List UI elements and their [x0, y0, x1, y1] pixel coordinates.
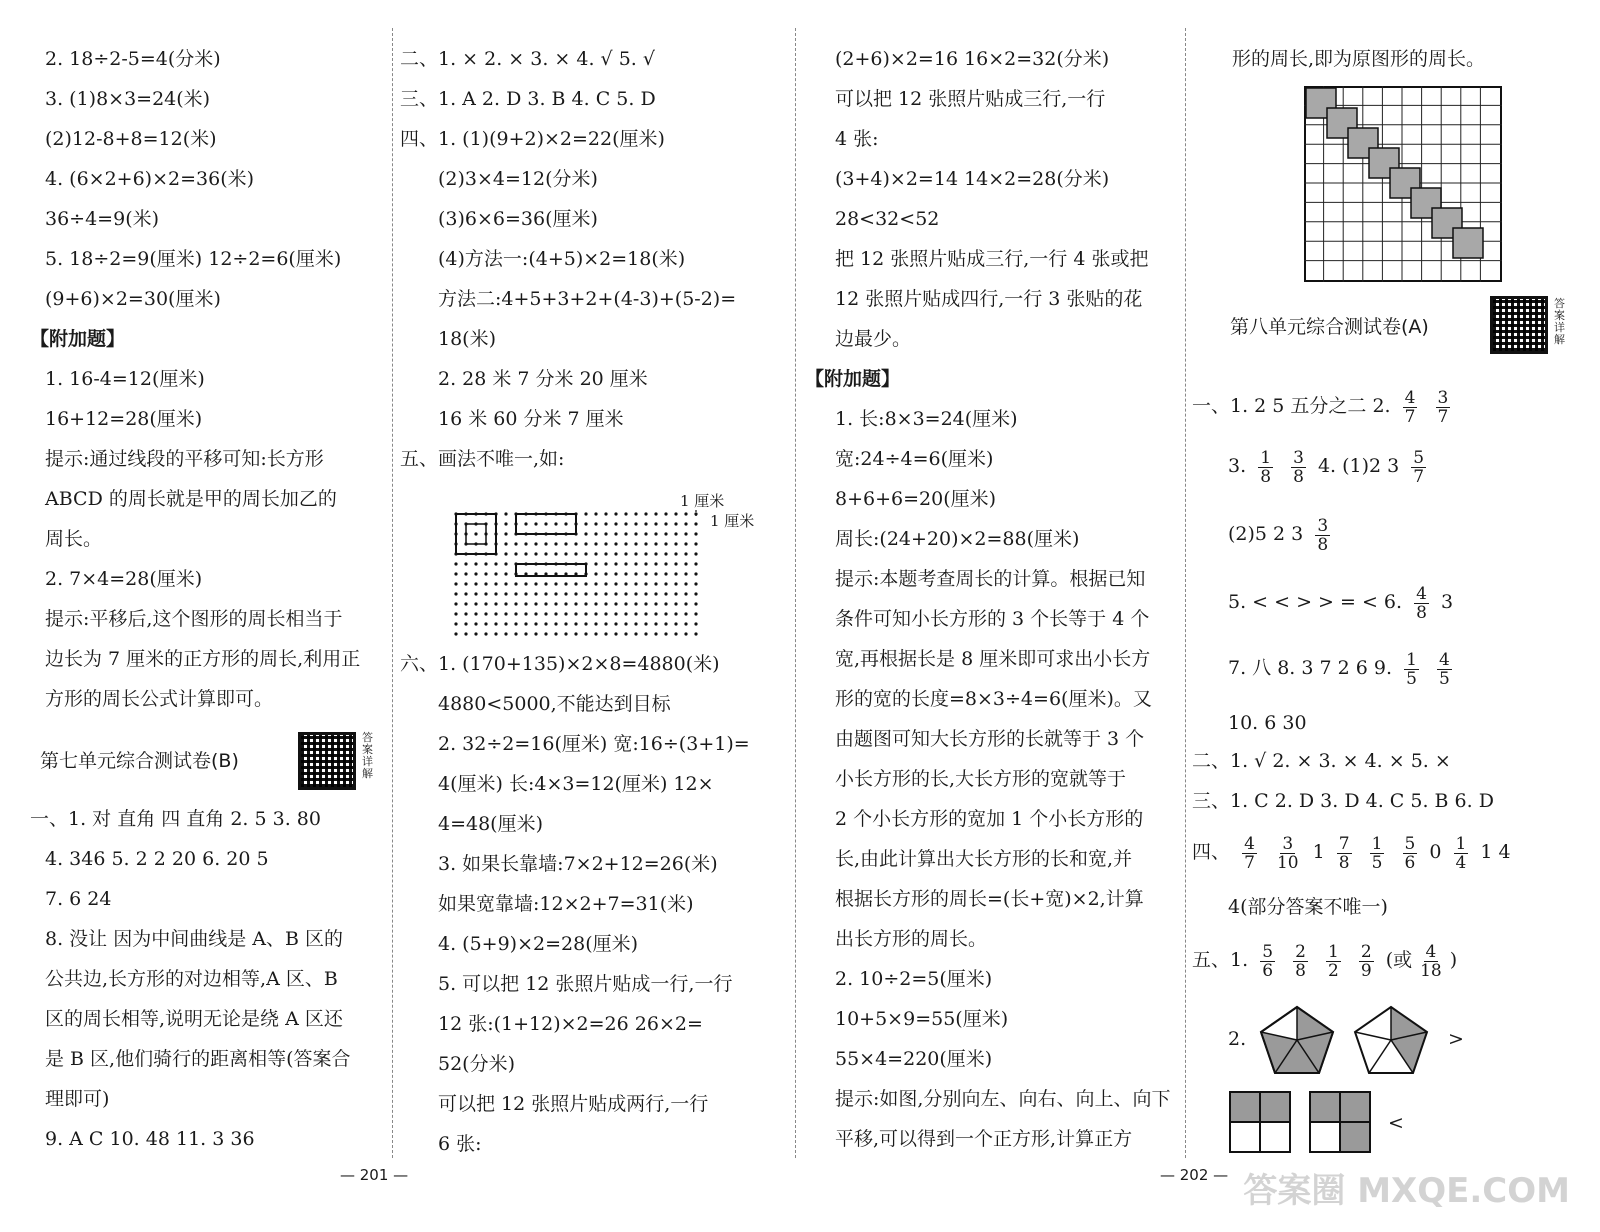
- answer-text: 7. 八 8. 3 7 2 6 9.: [1228, 657, 1393, 679]
- grid-unit-label-h: 1 厘米: [680, 492, 725, 510]
- answer-line: 12 张照片贴成四行,一行 3 张贴的花: [835, 288, 1143, 310]
- answer-line: (2)3×4=12(分米): [438, 168, 598, 190]
- answer-text: 四、: [1192, 841, 1231, 863]
- column-4: [1192, 0, 1572, 1180]
- fraction: $\frac{4}{5}$: [1438, 649, 1450, 689]
- answer-line: 2. 28 米 7 分米 20 厘米: [438, 368, 648, 390]
- answer-line: 3. (1)8×3=24(米): [45, 88, 211, 110]
- answer-line: 7. 6 24: [45, 888, 112, 910]
- answer-text: 0: [1429, 841, 1442, 863]
- pentagon-figure: [1258, 1004, 1336, 1076]
- answer-text: 3.: [1228, 455, 1247, 477]
- answer-line: 2. 18÷2-5=4(分米): [45, 48, 221, 70]
- answer-line: [1192, 940, 1457, 980]
- answer-line: 1. 16-4=12(厘米): [45, 368, 205, 390]
- answer-line: 9. A C 10. 48 11. 3 36: [45, 1128, 255, 1150]
- answer-line: (2+6)×2=16 16×2=32(分米): [835, 48, 1110, 70]
- fraction: $\frac{1}{5}$: [1406, 649, 1417, 689]
- answer-line: (9+6)×2=30(厘米): [45, 288, 221, 310]
- answer-line: (3+4)×2=14 14×2=28(分米): [835, 168, 1110, 190]
- fraction: $\frac{4}{7}$: [1244, 833, 1255, 873]
- answer-line: 5. 可以把 12 张照片贴成一行,一行: [438, 973, 733, 995]
- hint-line: 提示:本题考查周长的计算。根据已知: [835, 568, 1146, 590]
- answer-line: 28<32<52: [835, 208, 940, 230]
- answer-line: 4=48(厘米): [438, 813, 544, 835]
- answer-line: 55×4=220(厘米): [835, 1048, 993, 1070]
- comparison-sign: <: [1388, 1112, 1404, 1134]
- hint-line: 提示:通过线段的平移可知:长方形: [45, 448, 324, 470]
- answer-line: 三、1. C 2. D 3. D 4. C 5. B 6. D: [1192, 790, 1494, 812]
- answer-text: 4. (1)2 3: [1317, 455, 1400, 477]
- answer-line: 16 米 60 分米 7 厘米: [438, 408, 624, 430]
- fraction: $\frac{3}{8}$: [1317, 515, 1329, 555]
- answer-line: 12 张:(1+12)×2=26 26×2=: [438, 1013, 703, 1035]
- qr-label: 答案详解: [362, 731, 373, 780]
- answer-line: [1192, 832, 1511, 872]
- answer-line: 如果宽靠墙:12×2+7=31(米): [438, 893, 694, 915]
- fraction: $\frac{4}{18}$: [1420, 941, 1442, 981]
- answer-line: 4. 346 5. 2 2 20 6. 20 5: [45, 848, 269, 870]
- answer-line: 1. 长:8×3=24(厘米): [835, 408, 1018, 430]
- fraction: $\frac{1}{5}$: [1371, 833, 1383, 873]
- answer-line: 把 12 张照片贴成三行,一行 4 张或把: [835, 248, 1149, 270]
- page-number-right: — 202 —: [1160, 1166, 1229, 1184]
- fraction: $\frac{4}{7}$: [1404, 387, 1416, 427]
- answer-line: 10. 6 30: [1228, 712, 1307, 734]
- answer-line: 8+6+6=20(厘米): [835, 488, 997, 510]
- answer-line: 四、1. (1)(9+2)×2=22(厘米): [400, 128, 665, 150]
- answer-text: 5. < < > > = < 6.: [1228, 591, 1403, 613]
- answer-line: 5. 18÷2=9(厘米) 12÷2=6(厘米): [45, 248, 342, 270]
- qr-code[interactable]: [298, 732, 356, 790]
- answer-line: 三、1. A 2. D 3. B 4. C 5. D: [400, 88, 656, 110]
- column-divider: [1185, 28, 1186, 1158]
- fraction: $\frac{5}{6}$: [1404, 833, 1416, 873]
- test-title: 第七单元综合测试卷(B): [40, 750, 239, 772]
- answer-line: 五、画法不唯一,如:: [400, 448, 565, 470]
- staircase-grid-figure: [1304, 86, 1502, 282]
- fraction: $\frac{7}{8}$: [1338, 833, 1350, 873]
- answer-line: [1228, 446, 1432, 486]
- answer-text: ): [1449, 949, 1458, 971]
- hint-line: ABCD 的周长就是甲的周长加乙的: [45, 488, 337, 510]
- answer-line: 2. 32÷2=16(厘米) 宽:16÷(3+1)=: [438, 733, 750, 755]
- answer-text: 五、1.: [1192, 949, 1249, 971]
- qr-code[interactable]: [1490, 296, 1548, 354]
- answer-line: 36÷4=9(米): [45, 208, 160, 230]
- fraction: $\frac{1}{2}$: [1327, 941, 1339, 981]
- answer-line: 6 张:: [438, 1133, 482, 1155]
- answer-line: 周长:(24+20)×2=88(厘米): [835, 528, 1080, 550]
- answer-line: 六、1. (170+135)×2×8=4880(米): [400, 653, 720, 675]
- grid-unit-label-v: 1 厘米: [710, 512, 755, 530]
- hint-line: 条件可知小长方形的 3 个长等于 4 个: [835, 608, 1150, 630]
- hint-line: 宽,再根据长是 8 厘米即可求出小长方: [835, 648, 1151, 670]
- answer-text: (2)5 2 3: [1228, 523, 1304, 545]
- comparison-sign: >: [1448, 1028, 1464, 1050]
- page-number-left: — 201 —: [340, 1166, 409, 1184]
- answer-line: 4. (6×2+6)×2=36(米): [45, 168, 255, 190]
- answer-line: 4(厘米) 长:4×3=12(厘米) 12×: [438, 773, 714, 795]
- answer-line: [1228, 514, 1336, 554]
- hint-line: 平移,可以得到一个正方形,计算正方: [835, 1128, 1133, 1150]
- hint-line: 根据长方形的周长=(长+宽)×2,计算: [835, 888, 1144, 910]
- answer-line: 2. 10÷2=5(厘米): [835, 968, 993, 990]
- hint-line: 小长方形的长,大长方形的宽就等于: [835, 768, 1127, 790]
- dot-grid-drawing: [452, 510, 712, 642]
- answer-line: 2. 7×4=28(厘米): [45, 568, 203, 590]
- fraction: $\frac{2}{9}$: [1360, 941, 1372, 981]
- pentagon-figure: [1352, 1004, 1430, 1076]
- answer-line: 边最少。: [835, 328, 912, 350]
- fraction: $\frac{5}{6}$: [1262, 941, 1274, 981]
- column-3: [800, 0, 1180, 1180]
- answer-line: [1228, 648, 1458, 688]
- test-title: 第八单元综合测试卷(A): [1230, 316, 1429, 338]
- answer-line: 可以把 12 张照片贴成两行,一行: [438, 1093, 709, 1115]
- answer-line: 4. (5+9)×2=28(厘米): [438, 933, 639, 955]
- answer-line: 一、1. 对 直角 四 直角 2. 5 3. 80: [30, 808, 321, 830]
- answer-line: 是 B 区,他们骑行的距离相等(答案合: [45, 1048, 351, 1070]
- answer-line: [1228, 582, 1453, 622]
- answer-line: 52(分米): [438, 1053, 516, 1075]
- answer-line: 公共边,长方形的对边相等,A 区、B: [45, 968, 338, 990]
- answer-line: 4(部分答案不唯一): [1228, 896, 1388, 918]
- answer-line: 10+5×9=55(厘米): [835, 1008, 1009, 1030]
- column-divider: [392, 28, 393, 1158]
- answer-line: 二、1. × 2. × 3. × 4. √ 5. √: [400, 48, 655, 70]
- fraction: $\frac{4}{8}$: [1416, 583, 1427, 623]
- answer-line: 16+12=28(厘米): [45, 408, 203, 430]
- hint-line: 提示:平移后,这个图形的周长相当于: [45, 608, 343, 630]
- watermark: 答案圈 MXQE.COM: [1243, 1171, 1570, 1211]
- answer-line: 3. 如果长靠墙:7×2+12=26(米): [438, 853, 718, 875]
- hint-line: 由题图可知大长方形的长就等于 3 个: [835, 728, 1145, 750]
- qr-label: 答案详解: [1554, 297, 1565, 346]
- answer-text: 3: [1440, 591, 1454, 613]
- answer-text: 一、1. 2 5 五分之二 2.: [1192, 395, 1391, 417]
- answer-line: 可以把 12 张照片贴成三行,一行: [835, 88, 1106, 110]
- answer-line: 8. 没让 因为中间曲线是 A、B 区的: [45, 928, 343, 950]
- square-figure: [1228, 1090, 1292, 1154]
- answer-line: 18(米): [438, 328, 497, 350]
- fraction: $\frac{5}{7}$: [1413, 447, 1425, 487]
- answer-line: 形的周长,即为原图形的周长。: [1232, 48, 1486, 70]
- answer-line: 2.: [1228, 1028, 1247, 1050]
- answer-text: (或: [1385, 949, 1413, 971]
- answer-line: 方法二:4+5+3+2+(4-3)+(5-2)=: [438, 288, 737, 310]
- square-figure: [1308, 1090, 1372, 1154]
- answer-line: 4880<5000,不能达到目标: [438, 693, 671, 715]
- column-divider: [795, 28, 796, 1158]
- column-2: [400, 0, 785, 1180]
- answer-line: 宽:24÷4=6(厘米): [835, 448, 994, 470]
- answer-line: 区的周长相等,说明无论是绕 A 区还: [45, 1008, 343, 1030]
- fraction: $\frac{3}{10}$: [1276, 833, 1299, 873]
- hint-line: 方形的周长公式计算即可。: [45, 688, 274, 710]
- fraction: $\frac{1}{8}$: [1260, 447, 1272, 487]
- answer-line: 理即可): [45, 1088, 110, 1110]
- section-heading: 【附加题】: [30, 328, 126, 350]
- fraction: $\frac{2}{8}$: [1295, 941, 1306, 981]
- answer-line: 4 张:: [835, 128, 879, 150]
- hint-line: 提示:如图,分别向左、向右、向上、向下: [835, 1088, 1171, 1110]
- hint-line: 边长为 7 厘米的正方形的周长,利用正: [45, 648, 361, 670]
- fraction: $\frac{1}{4}$: [1455, 833, 1467, 873]
- hint-line: 周长。: [45, 528, 103, 550]
- column-1: [30, 0, 385, 1180]
- section-heading: 【附加题】: [805, 368, 901, 390]
- hint-line: 长,由此计算出大长方形的长和宽,并: [835, 848, 1133, 870]
- hint-line: 形的宽的长度=8×3÷4=6(厘米)。又: [835, 688, 1152, 710]
- answer-text: 1: [1312, 841, 1325, 863]
- hint-line: 2 个小长方形的宽加 1 个小长方形的: [835, 808, 1144, 830]
- answer-line: (3)6×6=36(厘米): [438, 208, 598, 230]
- answer-line: (2)12-8+8=12(米): [45, 128, 217, 150]
- fraction: $\frac{3}{7}$: [1437, 387, 1449, 427]
- fraction: $\frac{3}{8}$: [1293, 447, 1304, 487]
- answer-text: 1 4: [1480, 841, 1511, 863]
- answer-line: 二、1. √ 2. × 3. × 4. × 5. ×: [1192, 750, 1451, 772]
- answer-line: (4)方法一:(4+5)×2=18(米): [438, 248, 686, 270]
- answer-line: [1192, 386, 1456, 426]
- hint-line: 出长方形的周长。: [835, 928, 988, 950]
